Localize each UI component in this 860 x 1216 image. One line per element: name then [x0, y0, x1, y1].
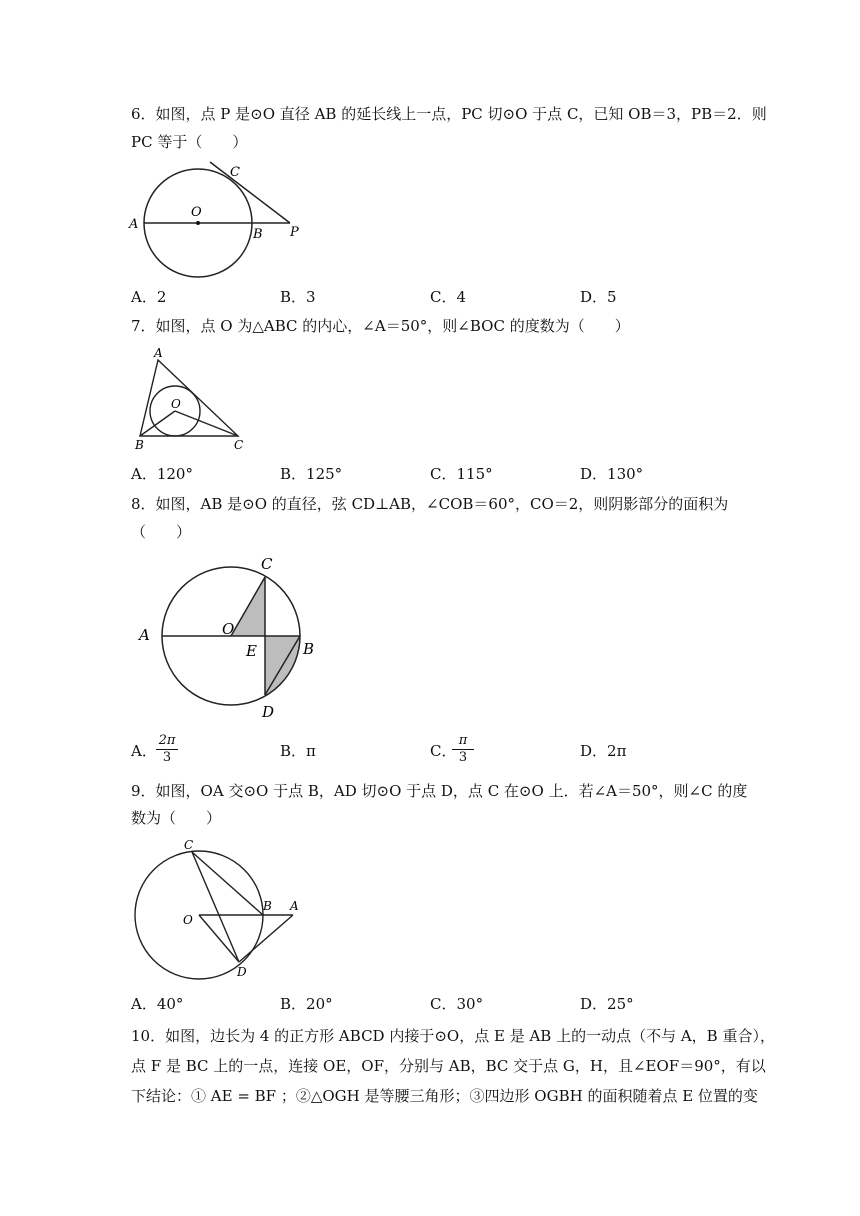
q7-option-d: D．130°: [580, 465, 644, 483]
q9-label-O: O: [183, 913, 193, 927]
q8-option-a-denominator: 3: [162, 750, 172, 765]
q7-label-C: C: [234, 438, 244, 452]
q10-text-line1: 10．如图，边长为 4 的正方形 ABCD 内接于⊙O，点 E 是 AB 上的一动点（不与 A，B 重合），: [131, 1027, 775, 1045]
q6-figure: [125, 158, 315, 278]
q7-option-b: B．125°: [280, 465, 343, 483]
q7-text-line1: 7．如图，点 O 为△ABC 的内心，∠A＝50°，则∠BOC 的度数为（ ）: [131, 317, 630, 335]
q8-label-E: E: [246, 642, 257, 660]
q9-label-A: A: [290, 899, 299, 913]
q6-text-line2: PC 等于（ ）: [131, 133, 248, 151]
q9-option-d: D．25°: [580, 995, 634, 1013]
q8-option-a-fraction: [156, 733, 178, 766]
q6-label-C: C: [230, 165, 240, 180]
q7-option-c: C．115°: [430, 465, 493, 483]
q7-label-B: B: [135, 438, 144, 452]
q8-option-d: D．2π: [580, 742, 627, 760]
q8-option-a-numerator: 2π: [156, 733, 178, 750]
q9-figure: [128, 832, 308, 992]
q8-option-c-fraction: [452, 733, 474, 766]
q8-label-D: D: [262, 703, 275, 721]
q6-option-d: D．5: [580, 288, 617, 306]
q6-label-O: O: [191, 205, 202, 220]
q9-label-B: B: [263, 899, 272, 913]
q10-text-line3: 下结论：① AE = BF ；②△OGH 是等腰三角形；③四边形 OGBH 的面积随着点 E 位置的变: [131, 1087, 758, 1105]
q6-label-P: P: [290, 225, 299, 240]
q7-option-a: A．120°: [131, 465, 193, 483]
q7-label-O: O: [171, 397, 181, 411]
q6-label-B: B: [253, 227, 263, 242]
q6-label-A: A: [129, 217, 139, 232]
q10-text-line2: 点 F 是 BC 上的一点，连接 OE，OF，分别与 AB，BC 交于点 G，H，且∠EOF＝90°，有以: [131, 1057, 766, 1075]
q6-option-c: C．4: [430, 288, 467, 306]
q8-option-c-prefix: C．: [430, 742, 457, 760]
q8-figure: [130, 548, 330, 728]
q8-option-c-denominator: 3: [458, 750, 468, 765]
q7-figure: [128, 344, 253, 454]
q8-text-line1: 8．如图，AB 是⊙O 的直径，弦 CD⊥AB，∠COB＝60°，CO＝2，则阴影部分的面积为: [131, 495, 729, 513]
q9-option-c: C．30°: [430, 995, 484, 1013]
q8-label-O: O: [222, 620, 235, 638]
q8-option-b: B．π: [280, 742, 316, 760]
q8-text-line2: （ ）: [131, 523, 192, 541]
q6-text-line1: 6．如图，点 P 是⊙O 直径 AB 的延长线上一点，PC 切⊙O 于点 C，已知 OB＝3，PB＝2．则: [131, 105, 767, 123]
q9-option-a: A．40°: [131, 995, 184, 1013]
q8-label-B: B: [303, 640, 315, 658]
q9-text-line1: 9．如图，OA 交⊙O 于点 B，AD 切⊙O 于点 D，点 C 在⊙O 上．若∠A＝50°，则∠C 的度: [131, 782, 748, 800]
q9-label-C: C: [184, 838, 194, 852]
q8-label-A: A: [139, 626, 150, 644]
q9-option-b: B．20°: [280, 995, 333, 1013]
q6-option-b: B．3: [280, 288, 316, 306]
q6-option-a: A．2: [131, 288, 167, 306]
q8-option-a-prefix: A．: [131, 742, 157, 760]
q8-label-C: C: [261, 555, 273, 573]
q8-option-c-numerator: π: [452, 733, 474, 750]
q7-label-A: A: [154, 346, 163, 360]
q9-text-line2: 数为（ ）: [131, 809, 222, 827]
q9-label-D: D: [237, 965, 247, 979]
